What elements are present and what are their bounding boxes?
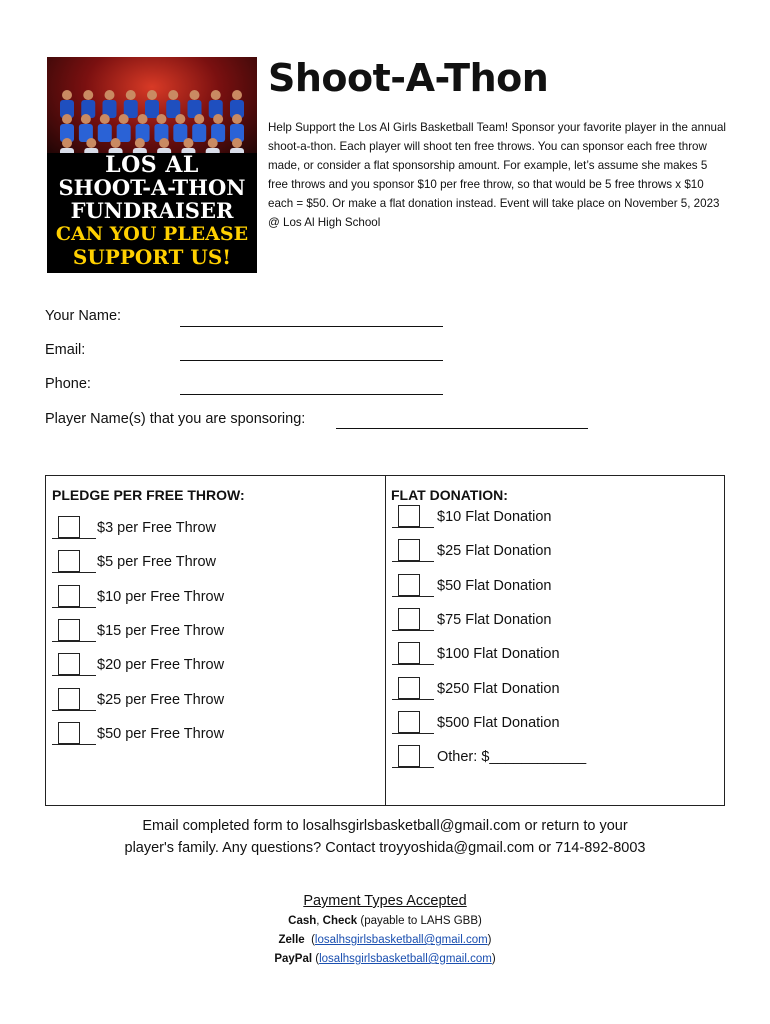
zelle-email-link[interactable]: losalhsgirlsbasketball@gmail.com <box>314 934 488 946</box>
player-head <box>232 138 242 148</box>
player-head <box>119 114 129 124</box>
player-head <box>126 90 136 100</box>
player-head <box>232 114 242 124</box>
player-head <box>175 114 185 124</box>
pledge-option-label: $20 per Free Throw <box>97 657 225 674</box>
comma: , <box>316 915 323 927</box>
flat-option-label: $500 Flat Donation <box>437 714 560 731</box>
column-divider <box>385 475 386 806</box>
player-head <box>194 114 204 124</box>
pledge-option-label: $15 per Free Throw <box>97 622 225 639</box>
player-head <box>111 138 121 148</box>
flat-option-label: $25 Flat Donation <box>437 543 552 560</box>
email-field[interactable] <box>180 359 443 361</box>
pledge-checkbox[interactable] <box>58 619 80 641</box>
player-field[interactable] <box>336 427 588 429</box>
flat-underline <box>392 733 434 734</box>
zelle-label: Zelle <box>278 934 305 946</box>
flat-checkbox[interactable] <box>398 711 420 733</box>
pledge-option-label: $5 per Free Throw <box>97 554 217 571</box>
player-head <box>213 114 223 124</box>
player-label: Player Name(s) that you are sponsoring: <box>45 411 306 427</box>
flat-option-label: $250 Flat Donation <box>437 680 560 697</box>
pledge-underline <box>52 675 96 676</box>
player-head <box>208 138 218 148</box>
player-head <box>100 114 110 124</box>
poster-line-5: SUPPORT US! <box>72 245 232 269</box>
flat-option-label: $100 Flat Donation <box>437 646 560 663</box>
check-label: Check <box>322 915 358 927</box>
payment-zelle <box>0 934 770 946</box>
poster-line-4: CAN YOU PLEASE <box>55 223 249 245</box>
cash-label: Cash <box>288 915 317 927</box>
payment-paypal <box>0 953 770 965</box>
player-head <box>83 90 93 100</box>
pledge-underline <box>52 744 96 745</box>
flat-option-label: $50 Flat Donation <box>437 577 552 594</box>
pledge-underline <box>52 710 96 711</box>
player-head <box>105 90 115 100</box>
poster-line-2: SHOOT-A-THON <box>58 175 246 200</box>
player-head <box>159 138 169 148</box>
player-jersey <box>192 124 206 142</box>
flat-underline <box>392 561 434 562</box>
close-paren: ) <box>491 953 496 965</box>
pledge-underline <box>52 538 96 539</box>
name-label: Your Name: <box>45 308 122 324</box>
flat-checkbox[interactable] <box>398 505 420 527</box>
other-underline <box>392 767 434 768</box>
player-head <box>86 138 96 148</box>
intro-text: Help Support the Los Al Girls Basketball Team! Sponsor your favorite player in the annual shoot-a-thon. Each player will shoot ten free throws. You can sponsor each free throw made, or consider a flat sponsorship amount. For example, let’s assume she makes 5 free throws and you sponsor $10 per free throw, so that would be 5 free throws x $10 each = $50. Or make a flat donation instead. Event will take place on November 5, 2023 @ Los Al High School <box>268 121 726 229</box>
player-head <box>190 90 200 100</box>
pledge-option-label: $50 per Free Throw <box>97 725 225 742</box>
paypal-label: PayPal <box>274 953 313 965</box>
flat-underline <box>392 630 434 631</box>
pledge-checkbox[interactable] <box>58 688 80 710</box>
flat-underline <box>392 527 434 528</box>
fundraiser-poster <box>47 57 257 273</box>
pledge-option-label: $3 per Free Throw <box>97 520 217 536</box>
flat-underline <box>392 596 434 597</box>
player-head <box>168 90 178 100</box>
payment-heading: Payment Types Accepted <box>303 893 467 909</box>
player-head <box>62 114 72 124</box>
player-head <box>156 114 166 124</box>
paypal-email-link[interactable]: losalhsgirlsbasketball@gmail.com <box>319 953 492 965</box>
flat-checkbox[interactable] <box>398 574 420 596</box>
player-head <box>81 114 91 124</box>
pledge-checkbox[interactable] <box>58 722 80 744</box>
open-paren: ( <box>311 934 315 946</box>
pledge-checkbox[interactable] <box>58 550 80 572</box>
flat-checkbox[interactable] <box>398 539 420 561</box>
name-field[interactable] <box>180 325 443 327</box>
flat-underline <box>392 699 434 700</box>
pledge-underline <box>52 607 96 608</box>
other-checkbox[interactable] <box>398 745 420 767</box>
pledge-heading: PLEDGE PER FREE THROW: <box>52 487 245 503</box>
player-head <box>232 90 242 100</box>
pledge-option-label: $10 per Free Throw <box>97 588 225 605</box>
player-head <box>135 138 145 148</box>
player-jersey <box>145 100 159 118</box>
pledge-checkbox[interactable] <box>58 585 80 607</box>
flat-heading: FLAT DONATION: <box>391 487 508 503</box>
page-title: Shoot-A-Thon <box>268 56 549 100</box>
phone-label: Phone: <box>45 376 91 392</box>
flat-option-label: $75 Flat Donation <box>437 611 552 628</box>
pledge-underline <box>52 572 96 573</box>
poster-line-1: LOS AL <box>105 152 199 178</box>
pledge-underline <box>52 641 96 642</box>
player-head <box>62 138 72 148</box>
close-paren: ) <box>487 934 492 946</box>
pledge-option-label: $25 per Free Throw <box>97 691 225 708</box>
poster-line-3: FUNDRAISER <box>70 198 234 223</box>
flat-checkbox[interactable] <box>398 677 420 699</box>
flat-checkbox[interactable] <box>398 608 420 630</box>
pledge-checkbox[interactable] <box>58 653 80 675</box>
footer-line-2: player's family. Any questions? Contact troyyoshida@gmail.com or 714-892-8003 <box>124 840 646 856</box>
player-head <box>138 114 148 124</box>
check-note: (payable to LAHS GBB) <box>357 915 482 927</box>
payment-cash-check <box>0 915 770 927</box>
pledge-checkbox[interactable] <box>58 516 80 538</box>
player-jersey <box>98 124 112 142</box>
player-head <box>147 90 157 100</box>
player-head <box>211 90 221 100</box>
player-head <box>183 138 193 148</box>
footer-line-1: Email completed form to losalhsgirlsbasketball@gmail.com or return to your <box>142 818 628 834</box>
flat-checkbox[interactable] <box>398 642 420 664</box>
flat-option-label: $10 Flat Donation <box>437 509 552 525</box>
open-paren: ( <box>315 953 320 965</box>
other-label: Other: $____________ <box>437 749 587 766</box>
player-head <box>62 90 72 100</box>
email-label: Email: <box>45 342 86 358</box>
phone-field[interactable] <box>180 393 443 395</box>
flat-underline <box>392 664 434 665</box>
